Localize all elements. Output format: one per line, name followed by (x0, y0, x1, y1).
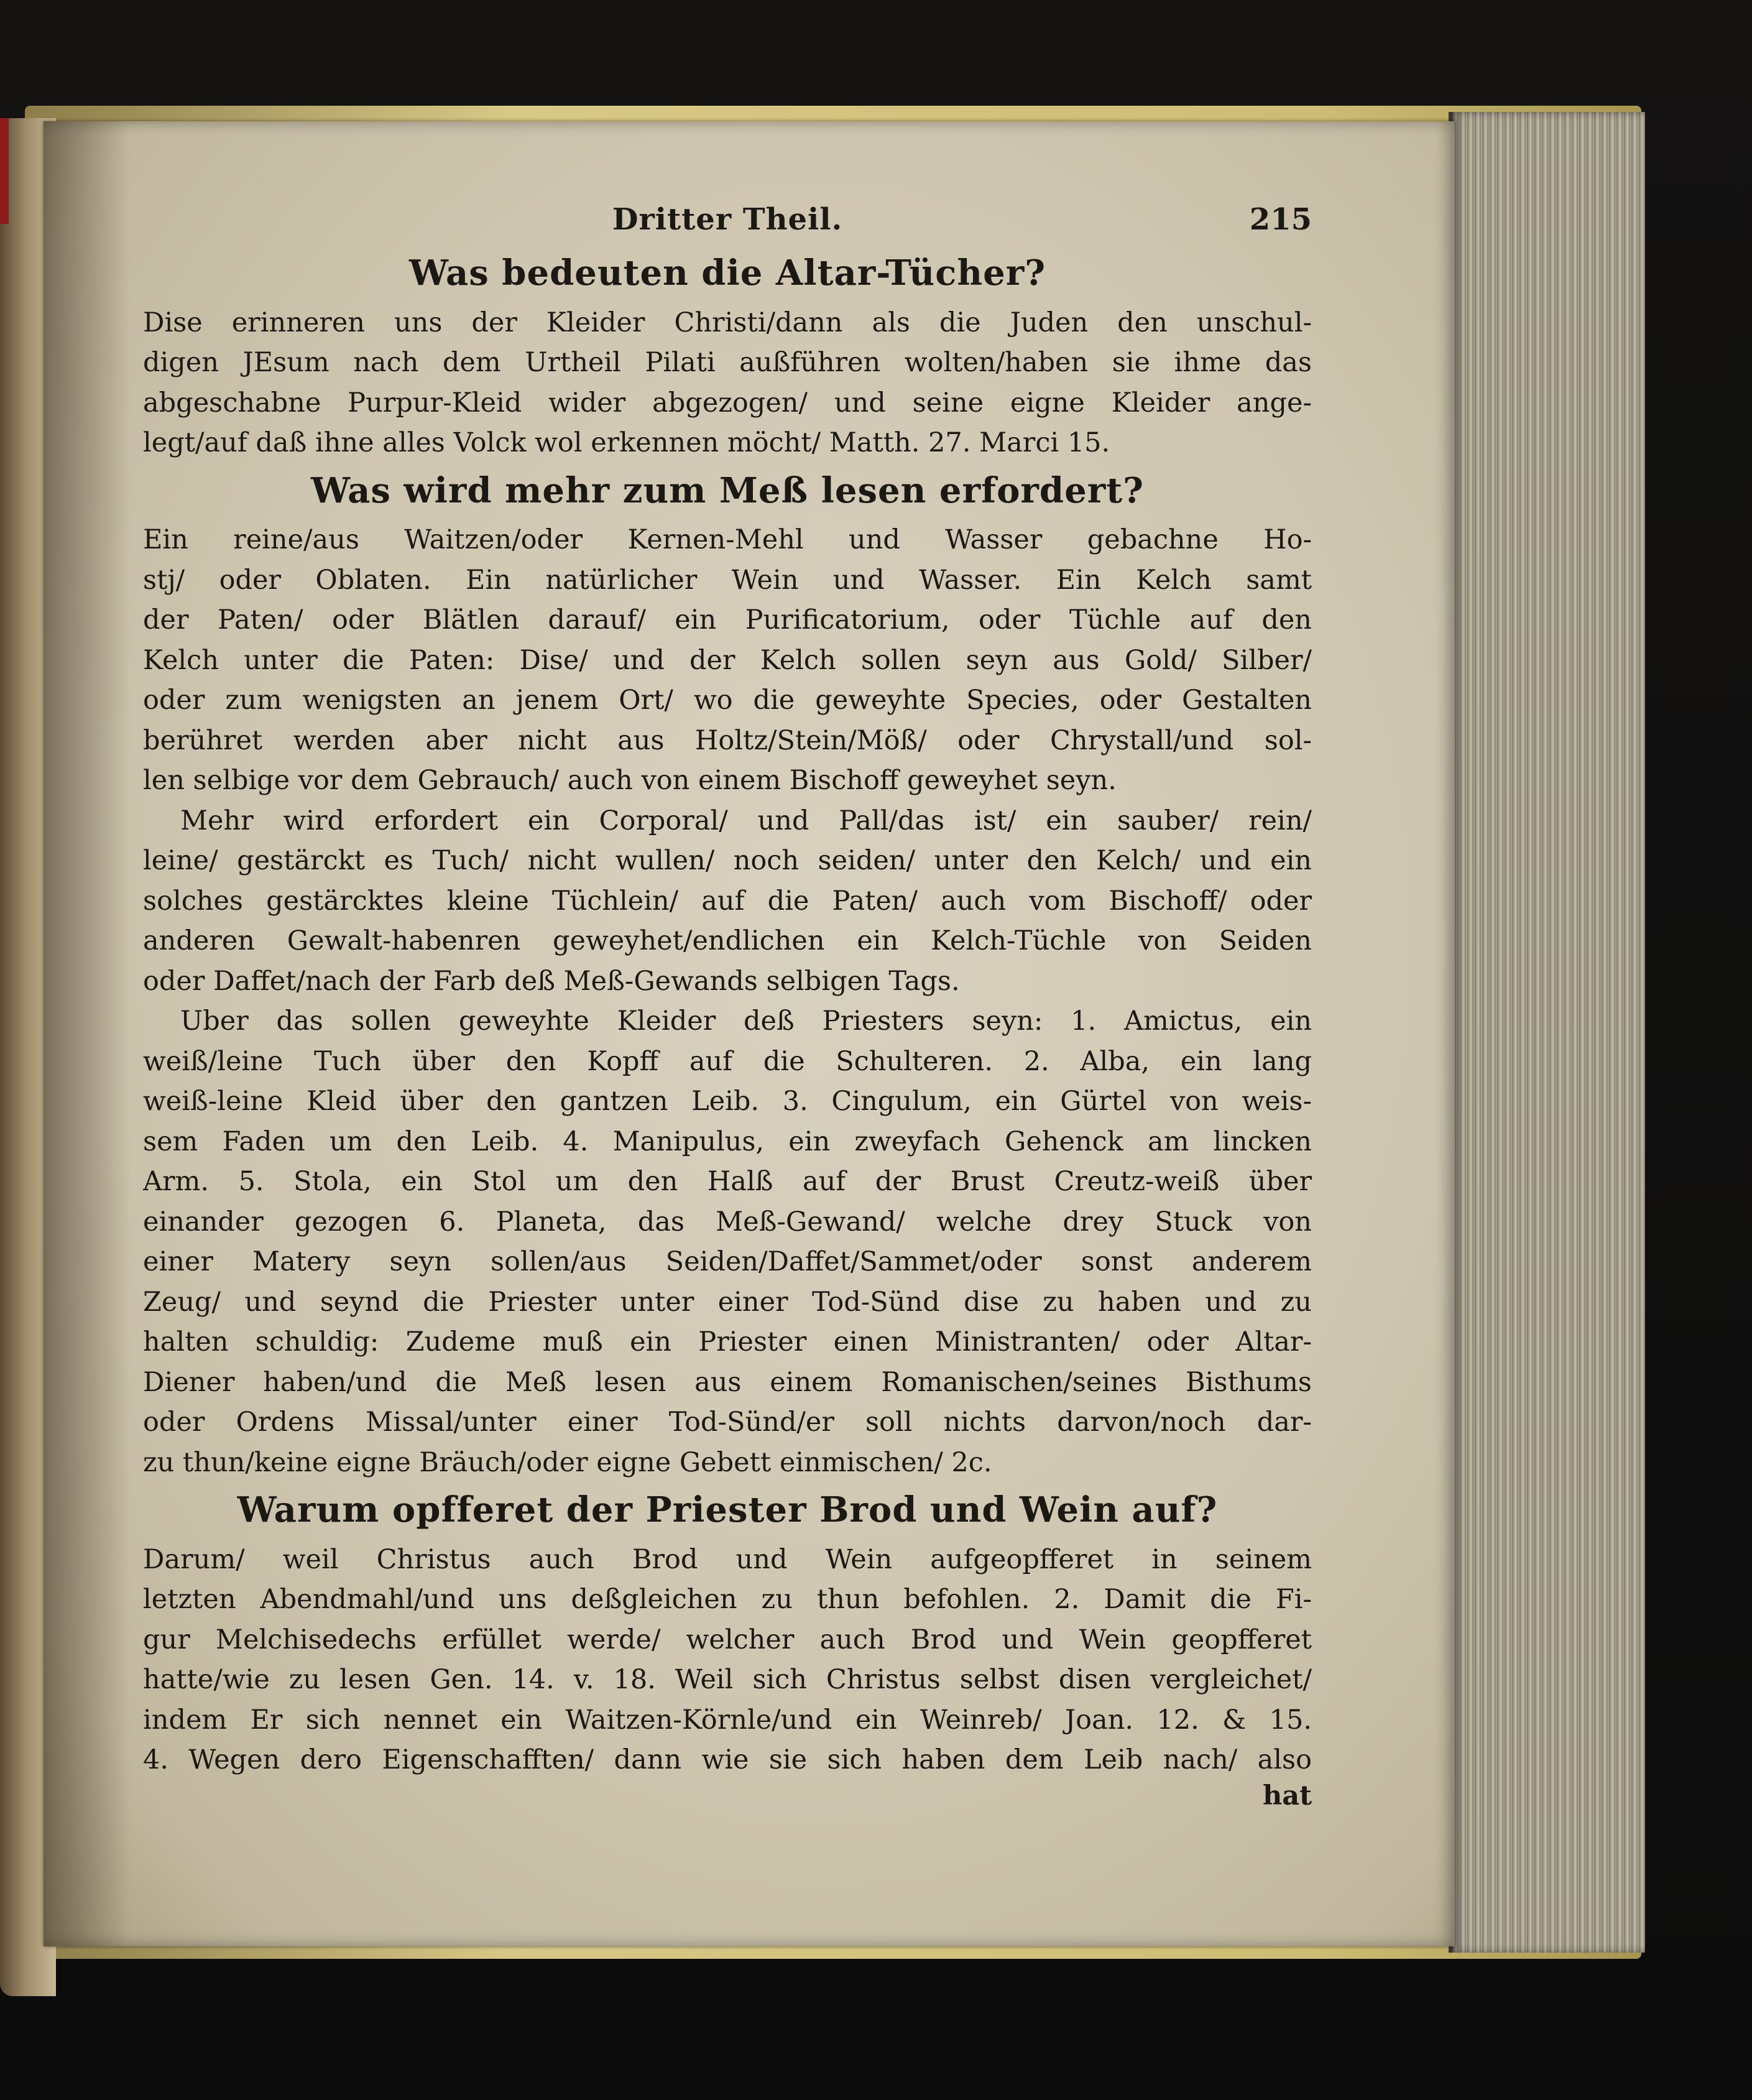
paragraph (143, 1540, 1312, 1780)
section (143, 469, 1312, 1483)
sections (143, 254, 1312, 1780)
text-line: solches gestärcktes kleine Tüchlein/ auf die Paten/ auch vom Bischoff/ oder (143, 885, 1312, 917)
text-line: hatte/wie zu lesen Gen. 14. v. 18. Weil sich Christus selbst disen vergleichet/ (143, 1664, 1312, 1696)
text-line: Arm. 5. Stola, ein Stol um den Halß auf der Brust Creutz-weiß über (143, 1166, 1312, 1198)
ribbon-marker (0, 118, 9, 224)
text-line: einer Matery seyn sollen/aus Seiden/Daffet/Sammet/oder sonst anderem (143, 1246, 1312, 1278)
text-line: Darum/ weil Christus auch Brod und Wein aufgeopfferet in seinem (143, 1543, 1312, 1575)
paragraph (143, 303, 1312, 463)
section (143, 254, 1312, 463)
text-block (143, 202, 1312, 1811)
text-line: Uber das sollen geweyhte Kleider deß Priesters seyn: 1. Amictus, ein (180, 1006, 1312, 1037)
text-line: indem Er sich nennet ein Waitzen-Körnle/und ein Weinreb/ Joan. 12. & 15. (143, 1704, 1312, 1736)
text-line: sem Faden um den Leib. 4. Manipulus, ein zweyfach Gehenck am lincken (143, 1126, 1312, 1157)
page-number: 215 (1249, 202, 1312, 237)
catchword: hat (1263, 1780, 1312, 1811)
text-line: Diener haben/und die Meß lesen aus einem Romanischen/seines Bisthums (143, 1366, 1312, 1398)
text-line: zu thun/keine eigne Bräuch/oder eigne Gebett einmischen/ 2c. (143, 1446, 992, 1478)
page-block-edge (1449, 112, 1645, 1953)
running-head-title: Dritter Theil. (612, 202, 843, 237)
text-line: digen JEsum nach dem Urtheil Pilati außführen wolten/haben sie ihme das (143, 347, 1312, 379)
text-line: stj/ oder Oblaten. Ein natürlicher Wein und Wasser. Ein Kelch samt (143, 564, 1312, 596)
running-head (143, 202, 1312, 246)
text-line: oder Ordens Missal/unter einer Tod-Sünd/er soll nichts darvon/noch dar- (143, 1407, 1312, 1438)
text-line: Dise erinneren uns der Kleider Christi/dann als die Juden den unschul- (143, 307, 1312, 338)
text-line: weiß-leine Kleid über den gantzen Leib. 3. Cingulum, ein Gürtel von weis- (143, 1086, 1312, 1117)
text-line: Kelch unter die Paten: Dise/ und der Kelch sollen seyn aus Gold/ Silber/ (143, 644, 1312, 676)
text-line: legt/auf daß ihne alles Volck wol erkennen möcht/ Matth. 27. Marci 15. (143, 427, 1110, 459)
text-line: anderen Gewalt-habenren geweyhet/endlichen ein Kelch-Tüchle von Seiden (143, 925, 1312, 957)
question-heading: Was bedeuten die Altar-Tücher? (408, 252, 1046, 294)
paragraph (143, 1001, 1312, 1482)
text-line: abgeschabne Purpur-Kleid wider abgezogen/ und seine eigne Kleider ange- (143, 387, 1312, 419)
text-line: der Paten/ oder Blätlen darauf/ ein Purificatorium, oder Tüchle auf den (143, 604, 1312, 636)
book-page (44, 121, 1455, 1946)
paragraph (143, 520, 1312, 801)
text-line: einander gezogen 6. Planeta, das Meß-Gewand/ welche drey Stuck von (143, 1206, 1312, 1237)
text-line: 4. Wegen dero Eigenschafften/ dann wie sie sich haben dem Leib nach/ also (143, 1744, 1312, 1776)
text-line: berühret werden aber nicht aus Holtz/Stein/Möß/ oder Chrystall/und sol- (143, 724, 1312, 756)
text-line: Ein reine/aus Waitzen/oder Kernen-Mehl und Wasser gebachne Ho- (143, 524, 1312, 556)
text-line: letzten Abendmahl/und uns deßgleichen zu thun befohlen. 2. Damit die Fi- (143, 1584, 1312, 1616)
question-heading: Was wird mehr zum Meß lesen erfordert? (311, 469, 1144, 511)
text-line: leine/ gestärckt es Tuch/ nicht wullen/ noch seiden/ unter den Kelch/ und ein (143, 845, 1312, 877)
question-heading: Warum opfferet der Priester Brod und Wein auf? (237, 1489, 1218, 1531)
text-line: oder Daffet/nach der Farb deß Meß-Gewands selbigen Tags. (143, 965, 960, 997)
text-line: halten schuldig: Zudeme muß ein Priester einen Ministranten/ oder Altar- (143, 1326, 1312, 1358)
text-line: Zeug/ und seynd die Priester unter einer Tod-Sünd dise zu haben und zu (143, 1286, 1312, 1318)
text-line: oder zum wenigsten an jenem Ort/ wo die geweyhte Species, oder Gestalten (143, 685, 1312, 716)
section (143, 1491, 1312, 1780)
text-line: len selbige vor dem Gebrauch/ auch von einem Bischoff geweyhet seyn. (143, 765, 1117, 797)
paragraph (143, 801, 1312, 1002)
text-line: gur Melchisedechs erfüllet werde/ welcher auch Brod und Wein geopfferet (143, 1624, 1312, 1655)
text-line: weiß/leine Tuch über den Kopff auf die Schulteren. 2. Alba, ein lang (143, 1045, 1312, 1077)
text-line: Mehr wird erfordert ein Corporal/ und Pall/das ist/ ein sauber/ rein/ (180, 805, 1312, 836)
